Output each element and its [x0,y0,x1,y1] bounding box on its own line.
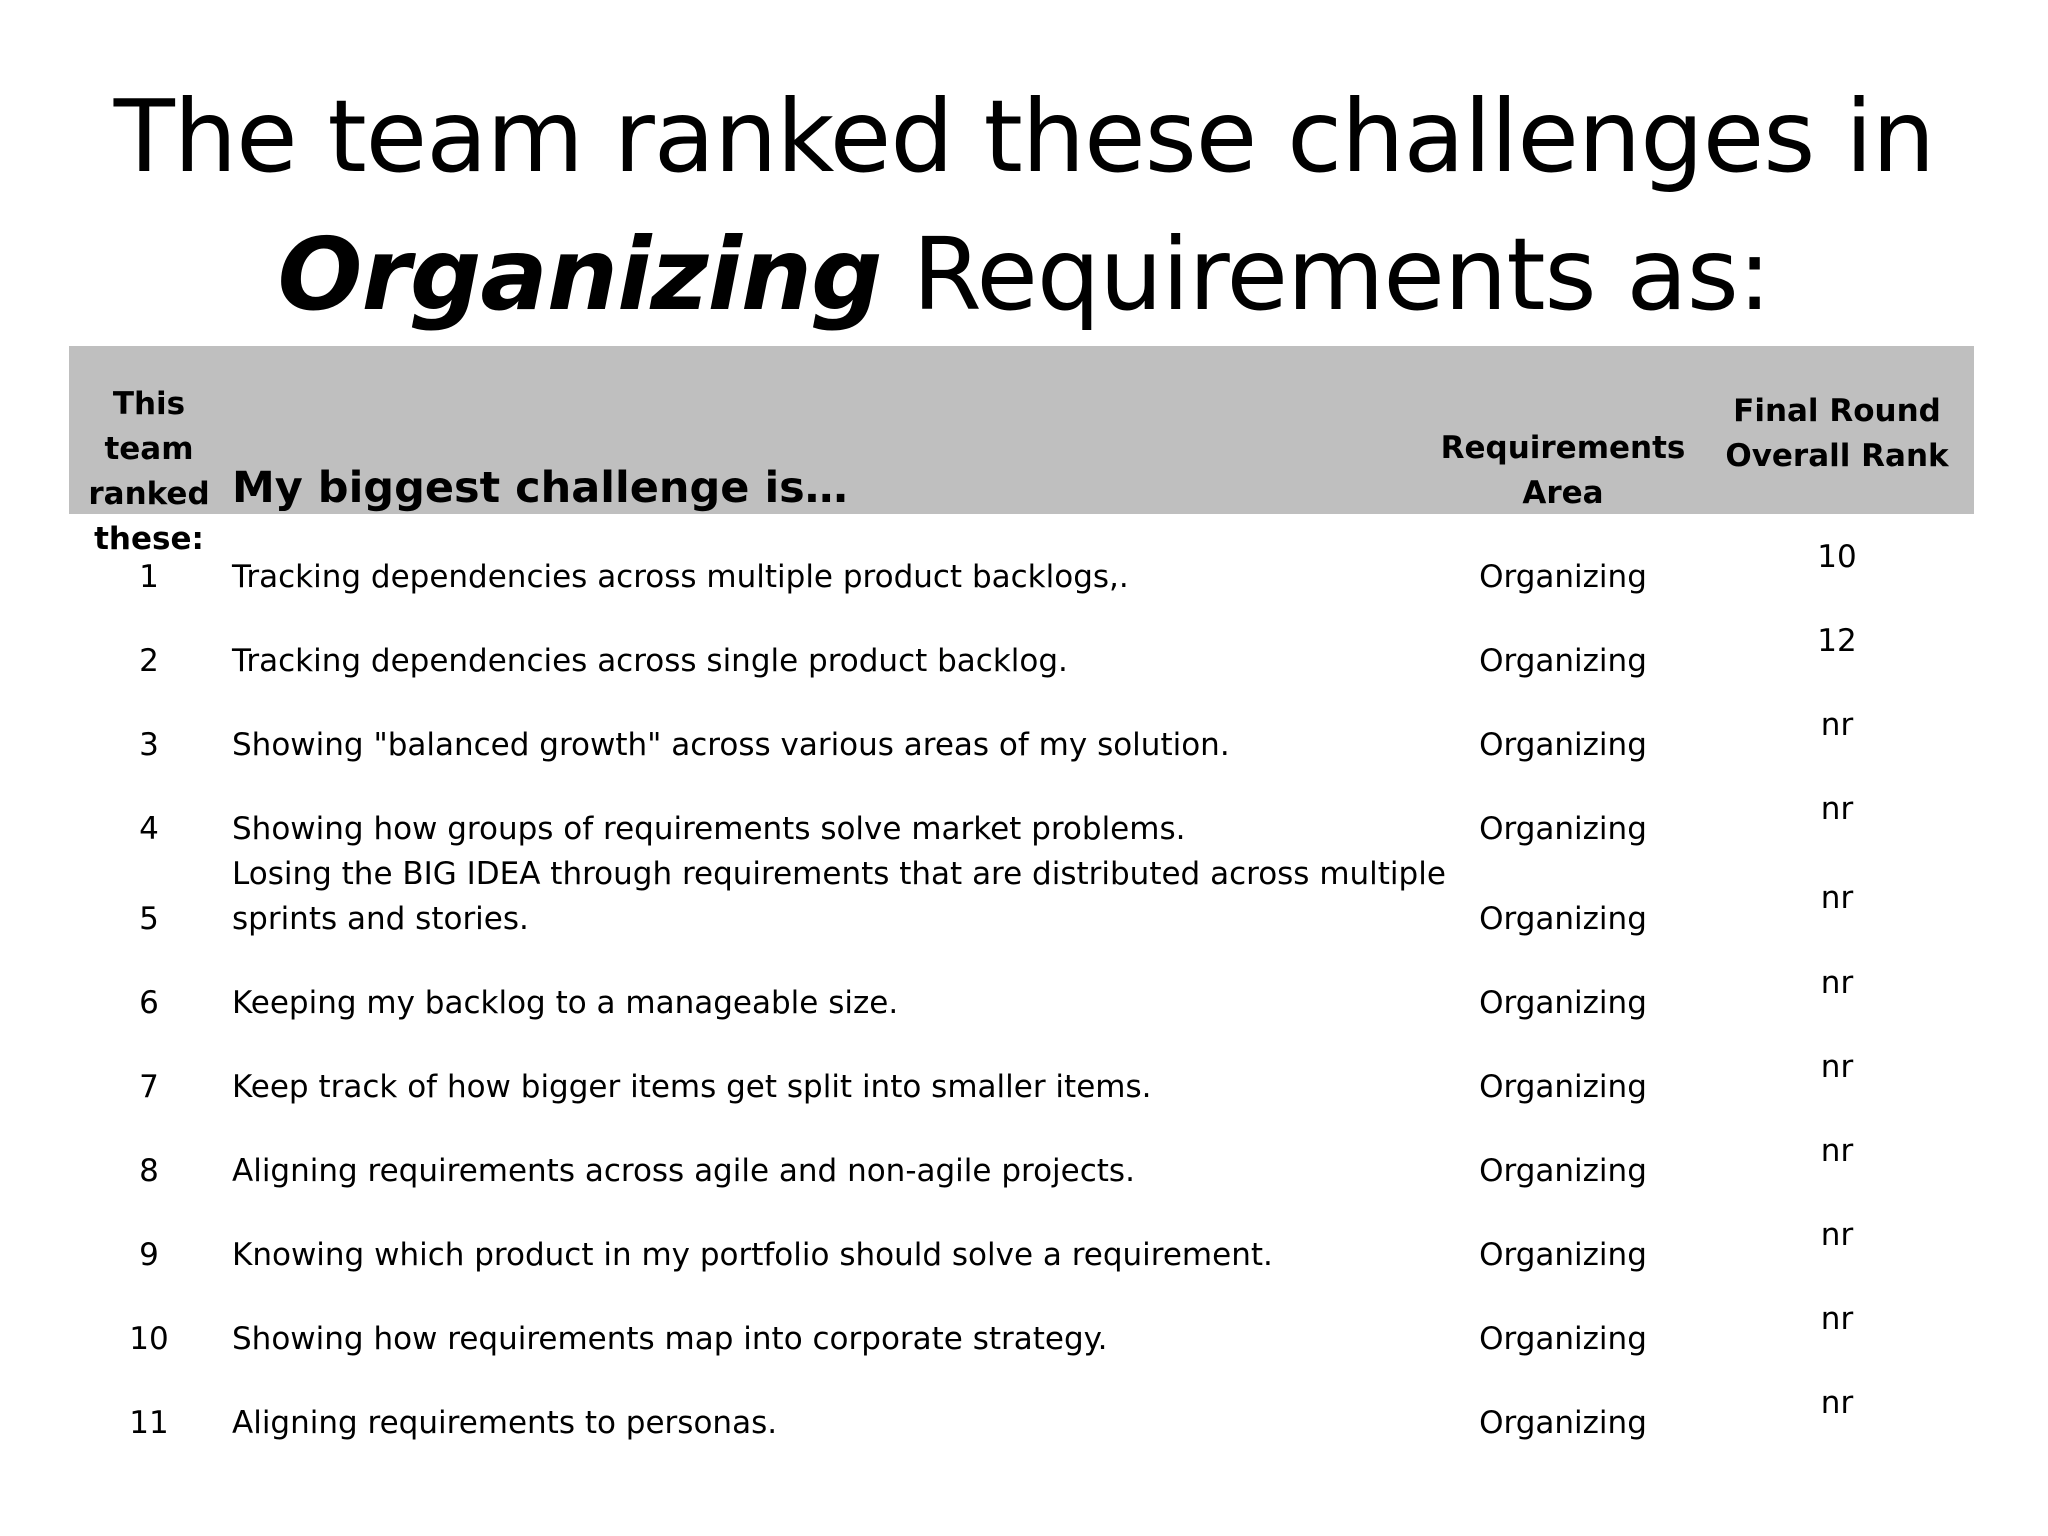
row-challenge: Keeping my backlog to a manageable size. [232,985,899,1021]
row-challenge: Keep track of how bigger items get split into smaller items. [232,1069,1152,1105]
row-final-rank: 10 [1817,539,1857,575]
row-challenge: Showing "balanced growth" across various areas of my solution. [232,727,1230,763]
row-final-rank: nr [1820,880,1854,916]
row-number: 10 [129,1321,169,1357]
row-final-rank: nr [1820,965,1854,1001]
row-number: 8 [139,1153,159,1189]
title-emphasis: Organizing [277,216,882,333]
header-team-rank [69,382,229,562]
row-area: Organizing [1479,559,1647,595]
header-team-rank-line-2: ranked [88,476,210,512]
row-challenge: Tracking dependencies across multiple product backlogs,. [232,559,1129,595]
title-line-1: The team ranked these challenges in [113,78,1935,195]
header-area-line-2: Area [1522,475,1604,511]
row-area: Organizing [1479,811,1647,847]
row-area: Organizing [1479,1237,1647,1273]
row-number: 1 [139,559,159,595]
row-final-rank: nr [1820,791,1854,827]
row-final-rank: 12 [1817,623,1857,659]
row-number: 5 [139,901,159,937]
row-final-rank: nr [1820,1217,1854,1253]
row-final-rank: nr [1820,1385,1854,1421]
slide-title [0,68,2048,344]
row-challenge: Showing how groups of requirements solve market problems. [232,811,1186,847]
row-challenge-line-1: Losing the BIG IDEA through requirements that are distributed across multiple [232,856,1446,892]
row-area: Organizing [1479,1321,1647,1357]
row-challenge: Aligning requirements across agile and non-agile projects. [232,1153,1135,1189]
row-challenge: Tracking dependencies across single product backlog. [232,643,1068,679]
header-requirements-area [1418,426,1708,516]
title-rest: Requirements as: [881,216,1771,333]
row-number: 9 [139,1237,159,1273]
row-area: Organizing [1479,727,1647,763]
row-area: Organizing [1479,1153,1647,1189]
row-area: Organizing [1479,985,1647,1021]
row-number: 11 [129,1405,169,1441]
row-number: 2 [139,643,159,679]
row-final-rank: nr [1820,1301,1854,1337]
header-final-rank [1700,389,1974,479]
row-challenge: Aligning requirements to personas. [232,1405,778,1441]
row-challenge: Showing how requirements map into corporate strategy. [232,1321,1108,1357]
row-area: Organizing [1479,1405,1647,1441]
row-challenge: Knowing which product in my portfolio should solve a requirement. [232,1237,1273,1273]
row-number: 7 [139,1069,159,1105]
row-number: 4 [139,811,159,847]
row-area: Organizing [1479,901,1647,937]
row-final-rank: nr [1820,1049,1854,1085]
title-line-2 [0,206,2048,344]
row-area: Organizing [1479,643,1647,679]
row-final-rank: nr [1820,707,1854,743]
header-final-line-2: Overall Rank [1725,438,1949,474]
row-number: 6 [139,985,159,1021]
header-team-rank-line-1: This team [104,386,194,467]
row-final-rank: nr [1820,1133,1854,1169]
row-area: Organizing [1479,1069,1647,1105]
header-challenge: My biggest challenge is… [232,463,848,513]
header-team-rank-line-3: these: [94,521,204,557]
header-final-line-1: Final Round [1733,393,1941,429]
row-challenge-line-2: sprints and stories. [232,901,529,937]
row-number: 3 [139,727,159,763]
header-area-line-1: Requirements [1440,430,1686,466]
